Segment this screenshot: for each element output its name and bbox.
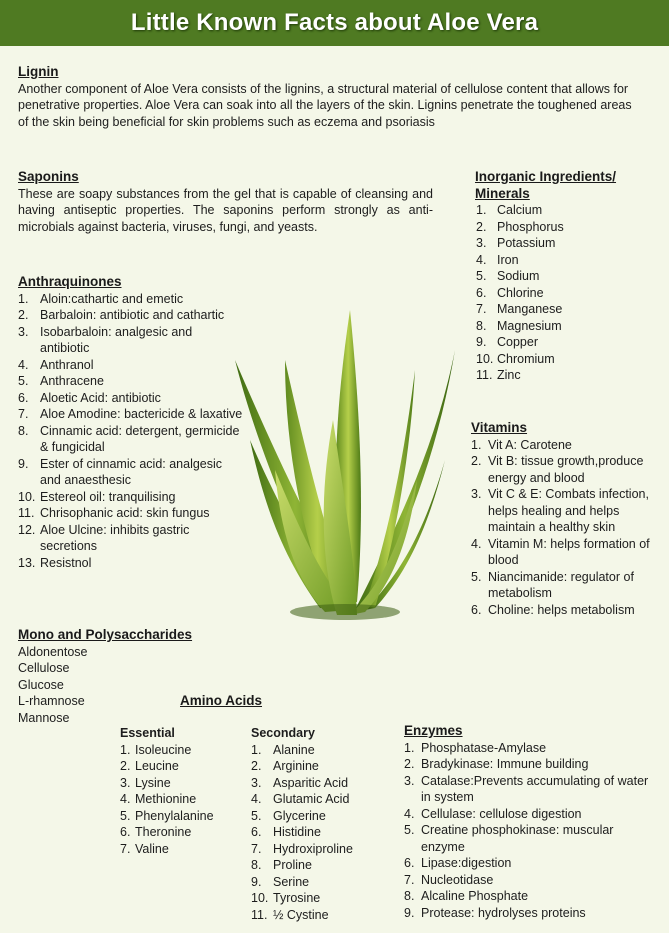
list-item-number: 1. xyxy=(251,742,262,757)
list-item-number: 4. xyxy=(18,357,29,372)
list-item-text: Magnesium xyxy=(497,318,562,333)
list-item xyxy=(251,791,391,808)
list-item-text: Methionine xyxy=(135,792,197,806)
list-item xyxy=(404,855,654,872)
list-item-text: Vit B: tissue growth,produce energy and blood xyxy=(488,454,644,485)
list-item-text: Cellulase: cellulose digestion xyxy=(421,806,582,821)
list-item-number: 7. xyxy=(404,872,415,887)
amino-essential-section xyxy=(120,725,245,857)
list-item-number: 5. xyxy=(251,808,262,823)
amino-secondary-list xyxy=(251,742,391,924)
list-item-text: Anthranol xyxy=(40,357,94,372)
list-item-text: Vitamin M: helps formation of blood xyxy=(488,536,650,567)
list-item-number: 3. xyxy=(471,487,482,501)
list-item-text: Leucine xyxy=(135,759,179,773)
list-item xyxy=(471,536,651,569)
list-item xyxy=(471,453,651,486)
list-item-text: Histidine xyxy=(273,825,321,839)
list-item xyxy=(18,373,243,390)
list-item-number: 7. xyxy=(251,841,262,856)
list-item-number: 4. xyxy=(251,792,262,806)
list-item-number: 7. xyxy=(120,841,131,856)
list-item-text: Anthracene xyxy=(40,374,104,388)
page-title: Little Known Facts about Aloe Vera xyxy=(130,9,539,36)
vitamins-heading: Vitamins xyxy=(471,420,528,435)
list-item-number: 3. xyxy=(120,775,131,790)
list-item-number: 7. xyxy=(476,302,487,316)
list-item-text: Phenylalanine xyxy=(135,808,214,823)
list-item-text: Arginine xyxy=(273,759,319,773)
list-item-number: 3. xyxy=(476,236,487,250)
list-item: Glucose xyxy=(18,677,64,692)
list-item-number: 6. xyxy=(251,825,262,839)
list-item xyxy=(251,808,391,825)
list-item-number: 4. xyxy=(120,792,131,806)
amino-acids-heading: Amino Acids xyxy=(180,693,263,708)
list-item-text: Aloetic Acid: antibiotic xyxy=(40,390,161,405)
list-item xyxy=(471,486,651,536)
list-item-number: 9. xyxy=(476,335,487,349)
list-item-text: Cinnamic acid: detergent, germicide & fungicidal xyxy=(40,423,240,454)
list-item xyxy=(404,822,654,855)
list-item-text: Zinc xyxy=(497,368,521,382)
list-item xyxy=(476,351,650,368)
list-item-number: 4. xyxy=(404,806,415,821)
list-item-text: Nucleotidase xyxy=(421,872,494,887)
amino-secondary-section xyxy=(251,725,391,923)
list-item-text: Theronine xyxy=(135,825,192,839)
list-item-text: Aloin:cathartic and emetic xyxy=(40,291,184,306)
minerals-heading-line2: Minerals xyxy=(475,185,530,201)
amino-essential-list xyxy=(120,742,245,858)
list-item-text: Barbaloin: antibiotic and cathartic xyxy=(40,308,225,322)
list-item-text: Lipase:digestion xyxy=(421,856,512,870)
list-item-text: Asparitic Acid xyxy=(273,775,349,790)
list-item-text: ½ Cystine xyxy=(273,907,329,922)
list-item xyxy=(476,252,650,269)
list-item-number: 2. xyxy=(471,454,482,468)
list-item-text: Resistnol xyxy=(40,555,92,570)
list-item-text: Serine xyxy=(273,874,310,889)
list-item-text: Tyrosine xyxy=(273,891,321,905)
list-item-text: Chromium xyxy=(497,351,555,366)
list-item-number: 2. xyxy=(404,757,415,771)
list-item xyxy=(251,775,391,792)
list-item-text: Sodium xyxy=(497,269,540,283)
list-item-number: 13. xyxy=(18,555,36,570)
list-item: L-rhamnose xyxy=(18,694,85,708)
list-item-number: 8. xyxy=(476,318,487,333)
anthraquinones-section xyxy=(18,274,243,571)
enzymes-list xyxy=(404,740,654,922)
list-item xyxy=(404,740,654,757)
list-item-text: Phosphorus xyxy=(497,219,564,234)
saccharides-list xyxy=(18,644,238,727)
list-item-number: 6. xyxy=(471,602,482,617)
list-item xyxy=(251,907,391,924)
list-item-text: Hydroxiproline xyxy=(273,841,353,856)
title-banner xyxy=(0,0,669,46)
list-item-text: Catalase:Prevents accumulating of water in system xyxy=(421,773,649,804)
list-item-number: 7. xyxy=(18,407,29,421)
list-item-text: Niancimanide: regulator of metabolism xyxy=(488,569,634,600)
minerals-section xyxy=(475,169,650,384)
list-item-number: 12. xyxy=(18,522,36,537)
list-item-text: Bradykinase: Immune building xyxy=(421,757,589,771)
list-item xyxy=(251,874,391,891)
list-item-text: Estereol oil: tranquilising xyxy=(40,489,176,504)
list-item-number: 2. xyxy=(120,759,131,773)
anthraquinones-heading: Anthraquinones xyxy=(18,274,122,289)
list-item-number: 2. xyxy=(18,308,29,322)
list-item xyxy=(120,775,245,792)
list-item xyxy=(18,423,243,456)
list-item-text: Glutamic Acid xyxy=(273,792,350,806)
list-item xyxy=(18,390,243,407)
list-item-number: 4. xyxy=(476,252,487,267)
list-item-number: 3. xyxy=(18,324,29,339)
list-item xyxy=(120,791,245,808)
list-item-text: Calcium xyxy=(497,203,543,217)
list-item xyxy=(476,268,650,285)
list-item xyxy=(18,324,243,357)
list-item-number: 4. xyxy=(471,536,482,551)
list-item-text: Isobarbaloin: analgesic and antibiotic xyxy=(40,324,193,355)
list-item-number: 1. xyxy=(476,203,487,217)
saccharides-section xyxy=(18,627,238,726)
list-item xyxy=(18,456,243,489)
list-item: Mannose xyxy=(18,710,70,725)
saponins-heading: Saponins xyxy=(18,169,79,184)
list-item xyxy=(18,357,243,374)
list-item-number: 11. xyxy=(18,506,35,520)
list-item-text: Chrisophanic acid: skin fungus xyxy=(40,506,210,520)
list-item xyxy=(404,773,654,806)
list-item-number: 11. xyxy=(251,907,268,922)
list-item xyxy=(18,489,243,506)
minerals-heading-line1: Inorganic Ingredients/ xyxy=(475,169,617,184)
amino-acids-heading-wrap xyxy=(180,693,262,710)
list-item xyxy=(251,758,391,775)
list-item xyxy=(404,888,654,905)
list-item-number: 1. xyxy=(120,742,131,757)
list-item-text: Lysine xyxy=(135,775,171,790)
lignin-text: Another component of Aloe Vera consists of the lignins, a structural material of cellulose content that allows for penetrative properties. Aloe Vera can soak into all the layers of the skin. Lignins penetrate the toughened areas of the skin being beneficial for skin problems such as eczema and psoriasis xyxy=(18,81,632,129)
enzymes-section xyxy=(404,723,654,921)
list-item xyxy=(476,334,650,351)
list-item-text: Manganese xyxy=(497,302,563,316)
list-item-number: 5. xyxy=(471,569,482,584)
list-item-number: 5. xyxy=(18,374,29,388)
list-item-number: 3. xyxy=(251,775,262,790)
list-item-number: 1. xyxy=(18,291,29,306)
list-item-number: 3. xyxy=(404,773,415,788)
list-item xyxy=(18,522,243,555)
saponins-text: These are soapy substances from the gel that is capable of cleansing and having antiseptic properties. The saponins perform strongly as anti-microbials against bacteria, viruses, fungi, and yeasts. xyxy=(18,186,433,234)
list-item-number: 1. xyxy=(404,740,415,755)
vitamins-section xyxy=(471,420,651,618)
list-item xyxy=(120,808,245,825)
list-item-number: 6. xyxy=(404,856,415,870)
list-item-text: Protease: hydrolyses proteins xyxy=(421,905,586,920)
list-item-number: 9. xyxy=(404,905,415,920)
list-item xyxy=(120,824,245,841)
list-item xyxy=(476,285,650,302)
list-item-number: 10. xyxy=(476,351,494,366)
list-item xyxy=(404,872,654,889)
list-item-number: 10. xyxy=(251,891,269,905)
list-item xyxy=(251,841,391,858)
list-item-number: 6. xyxy=(18,390,29,405)
list-item xyxy=(404,806,654,823)
list-item-number: 8. xyxy=(251,858,262,872)
list-item xyxy=(404,756,654,773)
list-item xyxy=(476,202,650,219)
lignin-section xyxy=(18,64,636,130)
saponins-section xyxy=(18,169,433,235)
list-item-number: 2. xyxy=(251,759,262,773)
list-item-number: 9. xyxy=(251,874,262,889)
list-item-text: Alanine xyxy=(273,742,315,757)
list-item xyxy=(18,307,243,324)
list-item-number: 5. xyxy=(476,269,487,283)
list-item xyxy=(471,602,651,619)
list-item-number: 8. xyxy=(18,423,29,438)
list-item-text: Proline xyxy=(273,858,312,872)
list-item-text: Isoleucine xyxy=(135,742,192,757)
list-item-number: 8. xyxy=(404,889,415,903)
list-item-text: Chlorine xyxy=(497,285,544,300)
list-item-number: 10. xyxy=(18,489,36,504)
list-item-number: 6. xyxy=(120,825,131,839)
saccharides-heading: Mono and Polysaccharides xyxy=(18,627,193,642)
list-item xyxy=(476,318,650,335)
list-item-text: Phosphatase-Amylase xyxy=(421,740,547,755)
list-item xyxy=(18,291,243,308)
list-item xyxy=(120,758,245,775)
list-item xyxy=(471,437,651,454)
list-item-text: Choline: helps metabolism xyxy=(488,602,635,617)
list-item-text: Creatine phosphokinase: muscular enzyme xyxy=(421,823,614,854)
list-item-number: 9. xyxy=(18,456,29,471)
list-item-text: Iron xyxy=(497,252,519,267)
list-item: Aldonentose xyxy=(18,644,88,659)
amino-secondary-label: Secondary xyxy=(251,726,315,740)
list-item xyxy=(251,742,391,759)
list-item-text: Alcaline Phosphate xyxy=(421,889,529,903)
list-item-number: 5. xyxy=(120,808,131,823)
list-item xyxy=(18,555,243,572)
aloe-vera-plant-image xyxy=(225,290,465,620)
list-item-text: Glycerine xyxy=(273,808,326,823)
lignin-heading: Lignin xyxy=(18,64,59,79)
list-item xyxy=(251,824,391,841)
list-item-number: 1. xyxy=(471,437,482,452)
list-item xyxy=(476,367,650,384)
list-item xyxy=(251,857,391,874)
list-item xyxy=(18,406,243,423)
enzymes-heading: Enzymes xyxy=(404,723,463,738)
list-item-text: Aloe Ulcine: inhibits gastric secretions xyxy=(40,522,190,553)
list-item xyxy=(404,905,654,922)
list-item xyxy=(471,569,651,602)
list-item-text: Vit A: Carotene xyxy=(488,437,572,452)
list-item-number: 6. xyxy=(476,285,487,300)
minerals-list xyxy=(476,202,650,384)
list-item xyxy=(476,219,650,236)
list-item-number: 5. xyxy=(404,823,415,837)
list-item-text: Copper xyxy=(497,335,538,349)
list-item-text: Potassium xyxy=(497,236,556,250)
list-item-text: Valine xyxy=(135,841,169,856)
list-item xyxy=(18,505,243,522)
list-item-text: Vit C & E: Combats infection, helps healing and helps maintain a healthy skin xyxy=(488,487,649,534)
anthraquinones-list xyxy=(18,291,243,572)
vitamins-list xyxy=(471,437,651,619)
list-item-number: 2. xyxy=(476,219,487,234)
list-item xyxy=(251,890,391,907)
list-item-text: Aloe Amodine: bactericide & laxative xyxy=(40,407,243,421)
list-item xyxy=(476,235,650,252)
list-item-text: Ester of cinnamic acid: analgesic and anaesthesic xyxy=(40,456,223,487)
list-item-number: 11. xyxy=(476,368,493,382)
list-item: Cellulose xyxy=(18,661,70,675)
amino-essential-label: Essential xyxy=(120,726,175,740)
list-item xyxy=(120,742,245,759)
list-item xyxy=(476,301,650,318)
list-item xyxy=(120,841,245,858)
